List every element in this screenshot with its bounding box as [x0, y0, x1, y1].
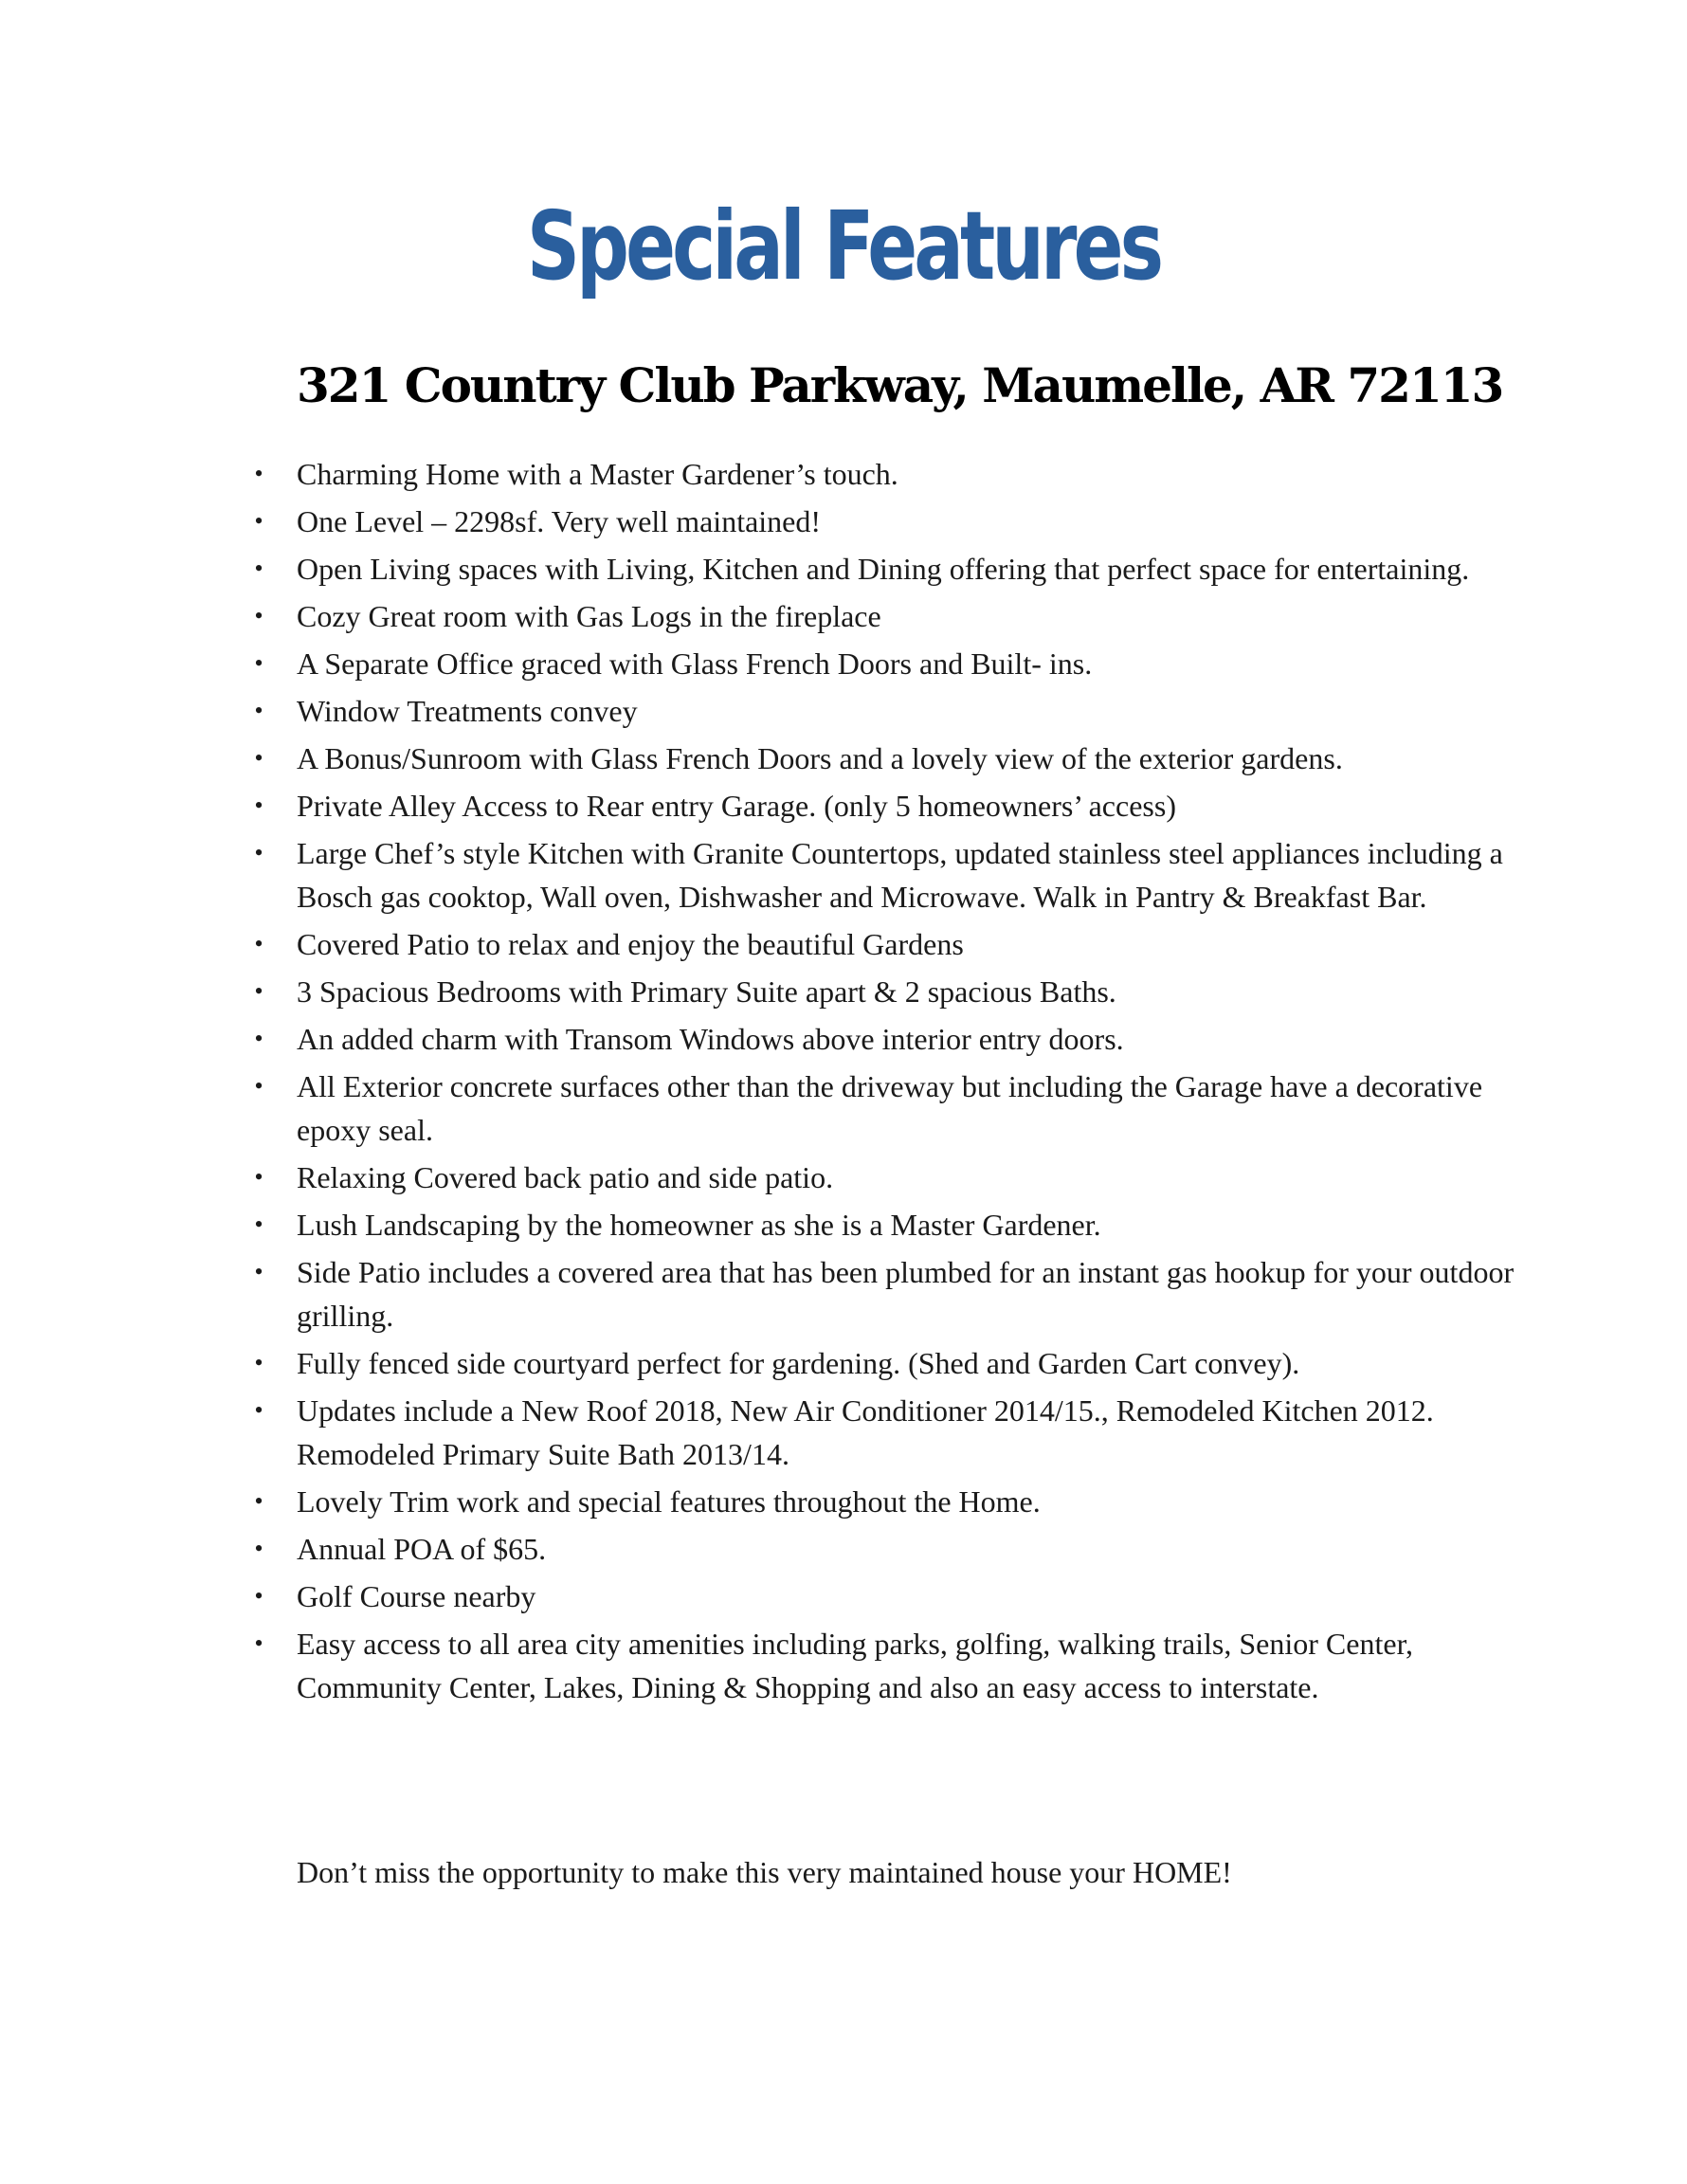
feature-item — [0, 689, 1515, 733]
feature-text: Charming Home with a Master Gardener’s touch. — [297, 457, 898, 491]
feature-item — [0, 831, 1515, 919]
feature-text: Lush Landscaping by the homeowner as she is a Master Gardener. — [297, 1208, 1101, 1242]
feature-text: 3 Spacious Bedrooms with Primary Suite apart & 2 spacious Baths. — [297, 974, 1116, 1009]
feature-text: Updates include a New Roof 2018, New Air Conditioner 2014/15., Remodeled Kitchen 2012. Remodeled Primary Suite Bath 2013/14. — [297, 1393, 1434, 1471]
bullet-icon: • — [254, 1349, 263, 1376]
property-address: 321 Country Club Parkway, Maumelle, AR 72113 — [297, 357, 1503, 413]
bullet-icon: • — [254, 744, 263, 772]
feature-item — [0, 970, 1515, 1013]
feature-item — [0, 594, 1515, 638]
bullet-icon: • — [254, 1487, 263, 1515]
bullet-icon: • — [254, 977, 263, 1005]
feature-item — [0, 547, 1515, 591]
bullet-icon: • — [254, 1629, 263, 1657]
feature-item — [0, 642, 1515, 685]
feature-text: All Exterior concrete surfaces other than the driveway but including the Garage have a decorative epoxy seal. — [297, 1069, 1483, 1147]
feature-item — [0, 1065, 1515, 1152]
feature-item — [0, 1250, 1515, 1338]
feature-text: Lovely Trim work and special features throughout the Home. — [297, 1484, 1041, 1519]
feature-text: Relaxing Covered back patio and side patio. — [297, 1160, 834, 1194]
bullet-icon: • — [254, 697, 263, 724]
feature-item — [0, 737, 1515, 780]
feature-text: An added charm with Transom Windows above interior entry doors. — [297, 1022, 1124, 1056]
bullet-icon: • — [254, 649, 263, 677]
bullet-icon: • — [254, 507, 263, 535]
bullet-icon: • — [254, 792, 263, 819]
feature-text: Easy access to all area city amenities including parks, golfing, walking trails, Senior Center, Community Center, Lakes, Dining & Shopping and also an easy access to interstate. — [297, 1627, 1413, 1704]
bullet-icon: • — [254, 1163, 263, 1191]
feature-text: Fully fenced side courtyard perfect for gardening. (Shed and Garden Cart convey). — [297, 1346, 1300, 1380]
page-title: Special Features — [526, 191, 1161, 301]
feature-text: Large Chef’s style Kitchen with Granite Countertops, updated stainless steel appliances including a Bosch gas cooktop, Wall oven, Dishwasher and Microwave. Walk in Pantry & Breakfast Bar. — [297, 836, 1503, 914]
feature-item — [0, 1341, 1515, 1385]
feature-list — [0, 452, 1687, 1713]
bullet-icon: • — [254, 602, 263, 629]
feature-item — [0, 1527, 1515, 1571]
bullet-icon: • — [254, 930, 263, 957]
bullet-icon: • — [254, 839, 263, 866]
feature-item — [0, 1574, 1515, 1618]
bullet-icon: • — [254, 1258, 263, 1285]
feature-text: Covered Patio to relax and enjoy the beautiful Gardens — [297, 927, 964, 961]
feature-text: One Level – 2298sf. Very well maintained! — [297, 504, 822, 538]
bullet-icon: • — [254, 460, 263, 487]
bullet-icon: • — [254, 1396, 263, 1424]
feature-item — [0, 452, 1515, 496]
bullet-icon: • — [254, 555, 263, 582]
feature-item — [0, 1622, 1515, 1709]
feature-text: Annual POA of $65. — [297, 1532, 547, 1566]
closing-statement: Don’t miss the opportunity to make this very maintained house your HOME! — [297, 1855, 1232, 1889]
feature-item — [0, 1480, 1515, 1523]
feature-item — [0, 500, 1515, 543]
bullet-icon: • — [254, 1025, 263, 1052]
feature-text: Open Living spaces with Living, Kitchen and Dining offering that perfect space for entertaining. — [297, 552, 1470, 586]
feature-item — [0, 1017, 1515, 1061]
feature-text: Window Treatments convey — [297, 694, 638, 728]
feature-text: Golf Course nearby — [297, 1579, 536, 1613]
bullet-icon: • — [254, 1210, 263, 1238]
feature-item — [0, 922, 1515, 966]
feature-item — [0, 1203, 1515, 1247]
bullet-icon: • — [254, 1582, 263, 1610]
feature-item — [0, 1389, 1515, 1476]
feature-text: Cozy Great room with Gas Logs in the fireplace — [297, 599, 881, 633]
feature-item — [0, 1156, 1515, 1199]
feature-text: Private Alley Access to Rear entry Garage. (only 5 homeowners’ access) — [297, 789, 1176, 823]
feature-text: A Bonus/Sunroom with Glass French Doors and a lovely view of the exterior gardens. — [297, 741, 1343, 775]
feature-text: A Separate Office graced with Glass French Doors and Built- ins. — [297, 646, 1093, 681]
bullet-icon: • — [254, 1072, 263, 1100]
feature-text: Side Patio includes a covered area that has been plumbed for an instant gas hookup for your outdoor grilling. — [297, 1255, 1515, 1333]
feature-item — [0, 784, 1515, 828]
bullet-icon: • — [254, 1535, 263, 1562]
